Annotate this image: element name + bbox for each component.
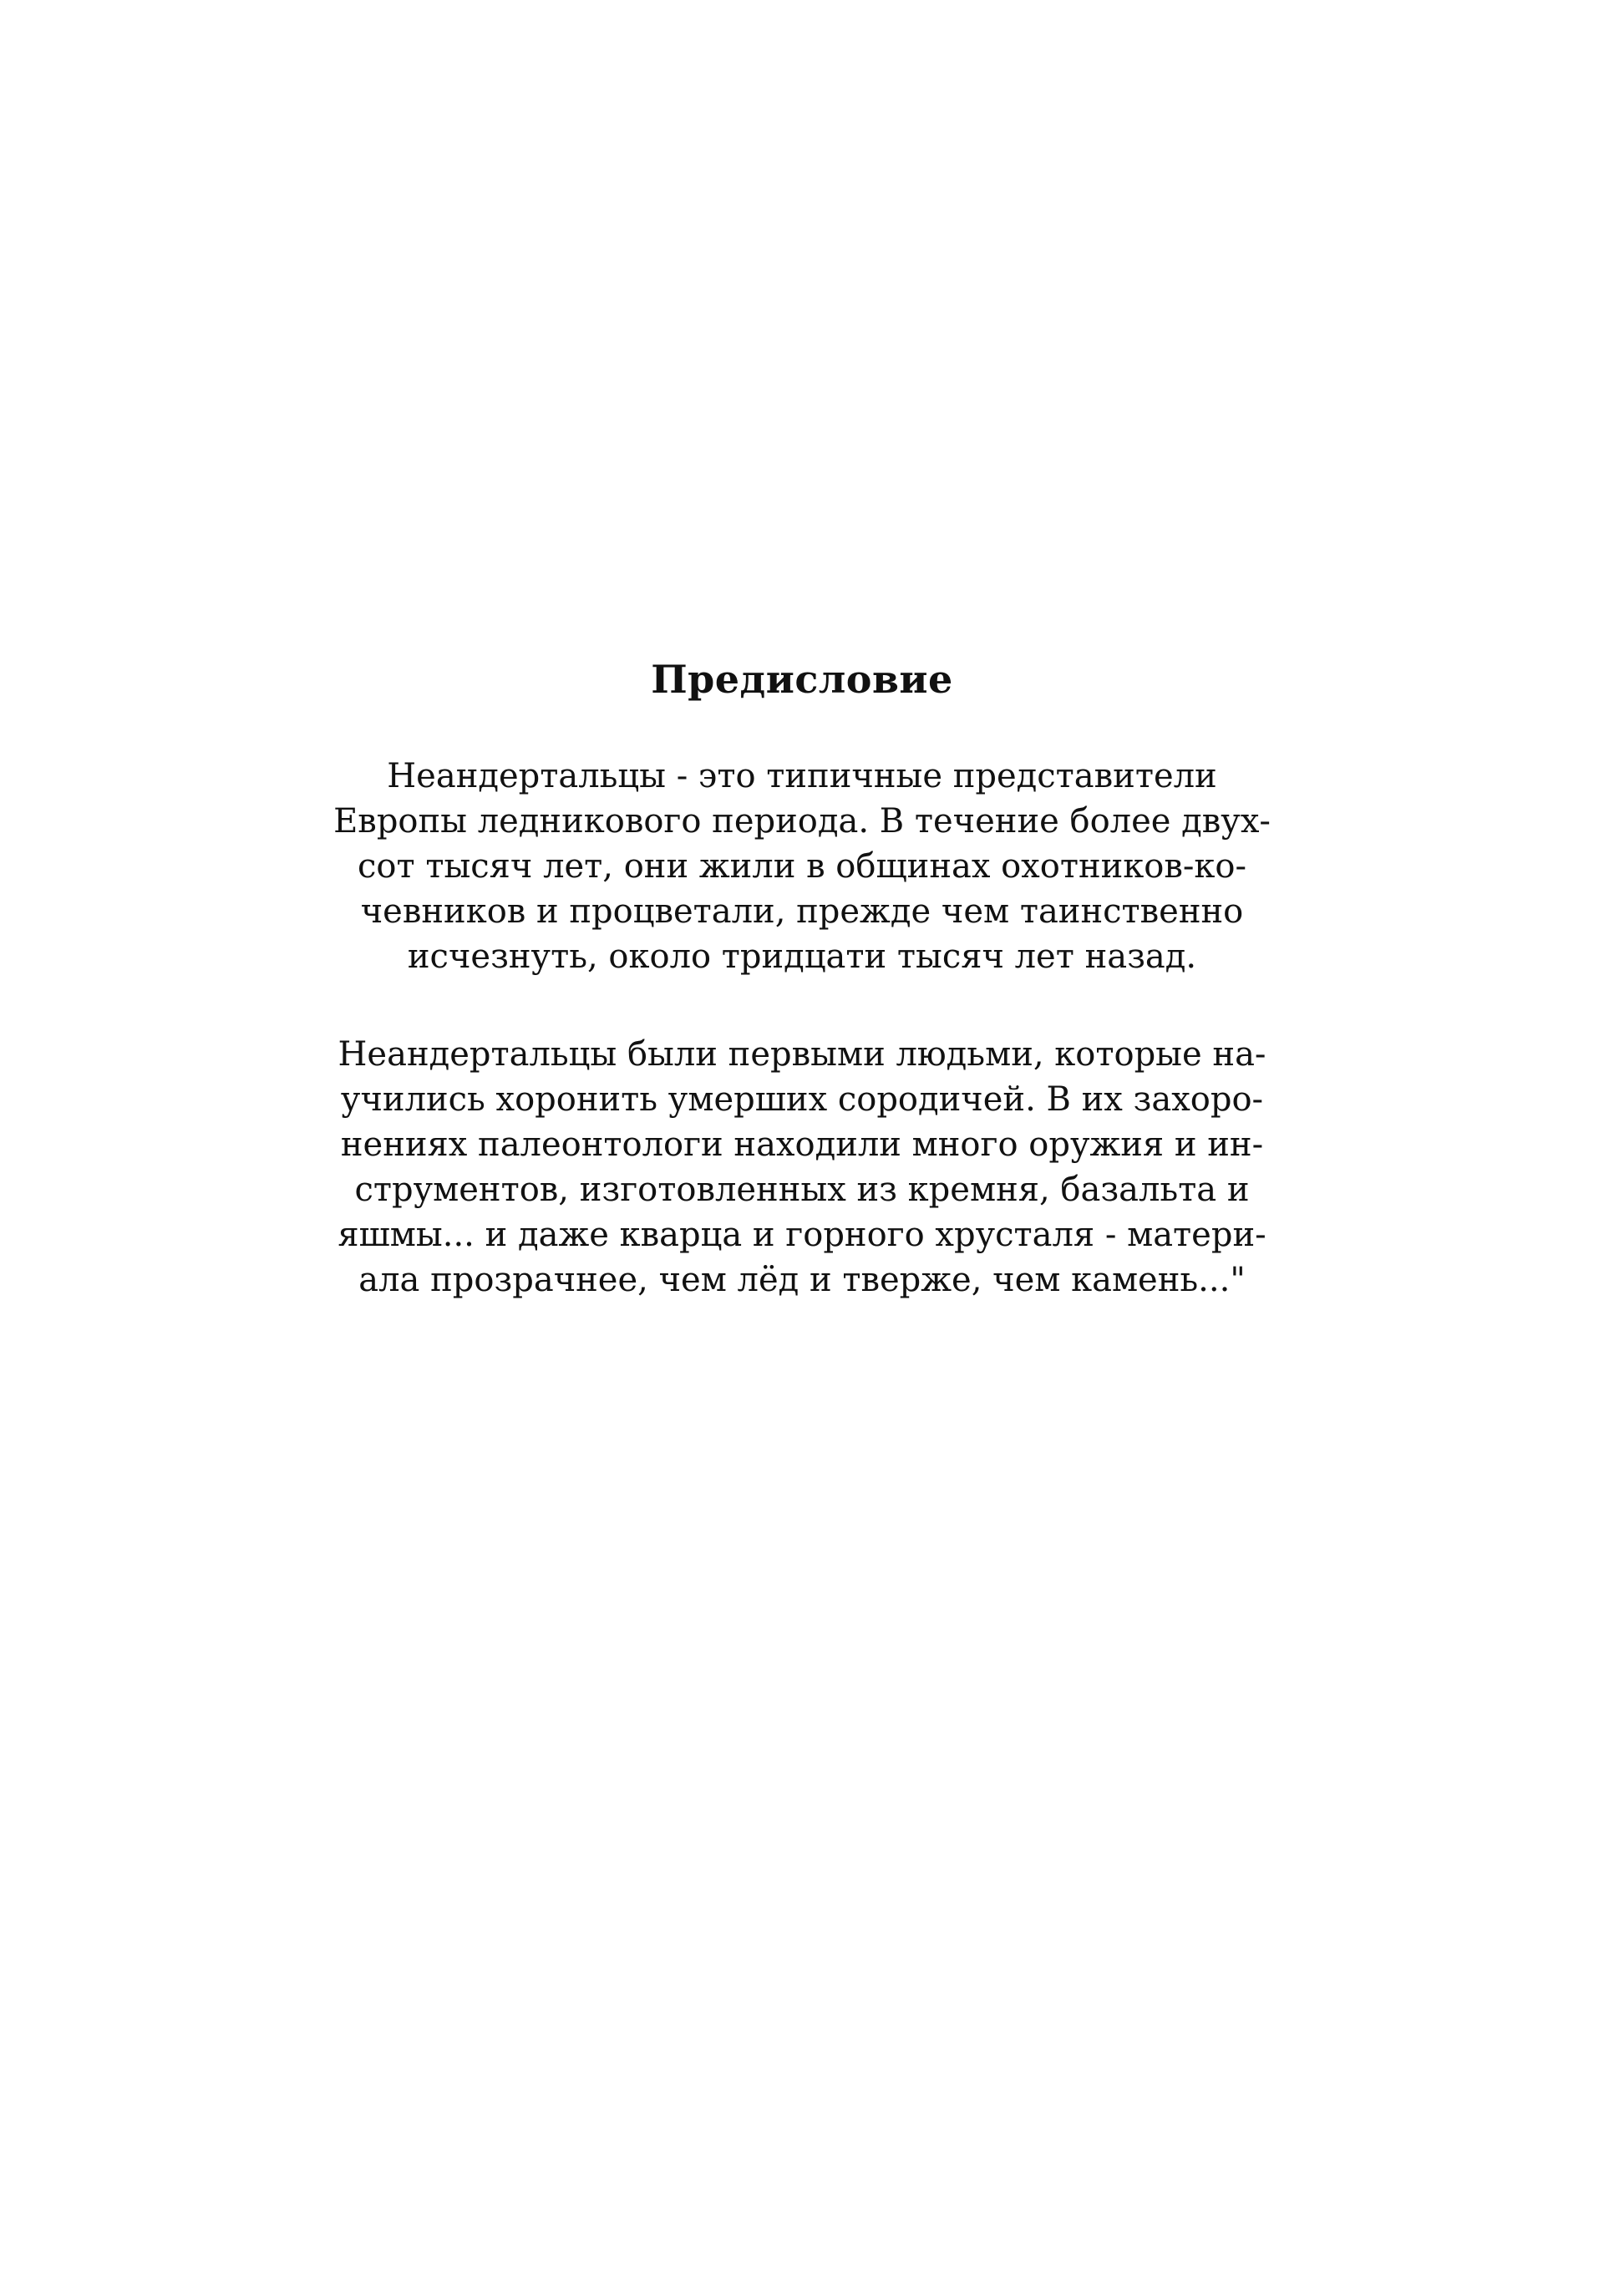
text-line: сот тысяч лет, они жили в общинах охотников-ко- bbox=[357, 847, 1246, 886]
paragraph-1 bbox=[276, 754, 1328, 979]
text-line: чевников и процветали, прежде чем таинственно bbox=[360, 892, 1244, 931]
text-line: исчезнуть, около тридцати тысяч лет назад. bbox=[407, 937, 1197, 976]
text-line: струментов, изготовленных из кремня, базальта и bbox=[354, 1171, 1250, 1209]
paragraph-2 bbox=[276, 1032, 1328, 1303]
text-line: Европы ледникового периода. В течение более двух- bbox=[333, 802, 1271, 841]
text-line: ала прозрачнее, чем лёд и тверже, чем камень..." bbox=[358, 1261, 1246, 1299]
text-line: учились хоронить умерших сородичей. В их захоро- bbox=[340, 1080, 1264, 1119]
text-line: Неандертальцы были первыми людьми, которые на- bbox=[338, 1035, 1266, 1074]
text-line: яшмы... и даже кварца и горного хрусталя - матери- bbox=[338, 1216, 1266, 1254]
page-title: Предисловие bbox=[651, 657, 953, 702]
text-line: нениях палеонтологи находили много оружия и ин- bbox=[340, 1125, 1264, 1164]
text-line: Неандертальцы - это типичные представители bbox=[387, 757, 1217, 795]
